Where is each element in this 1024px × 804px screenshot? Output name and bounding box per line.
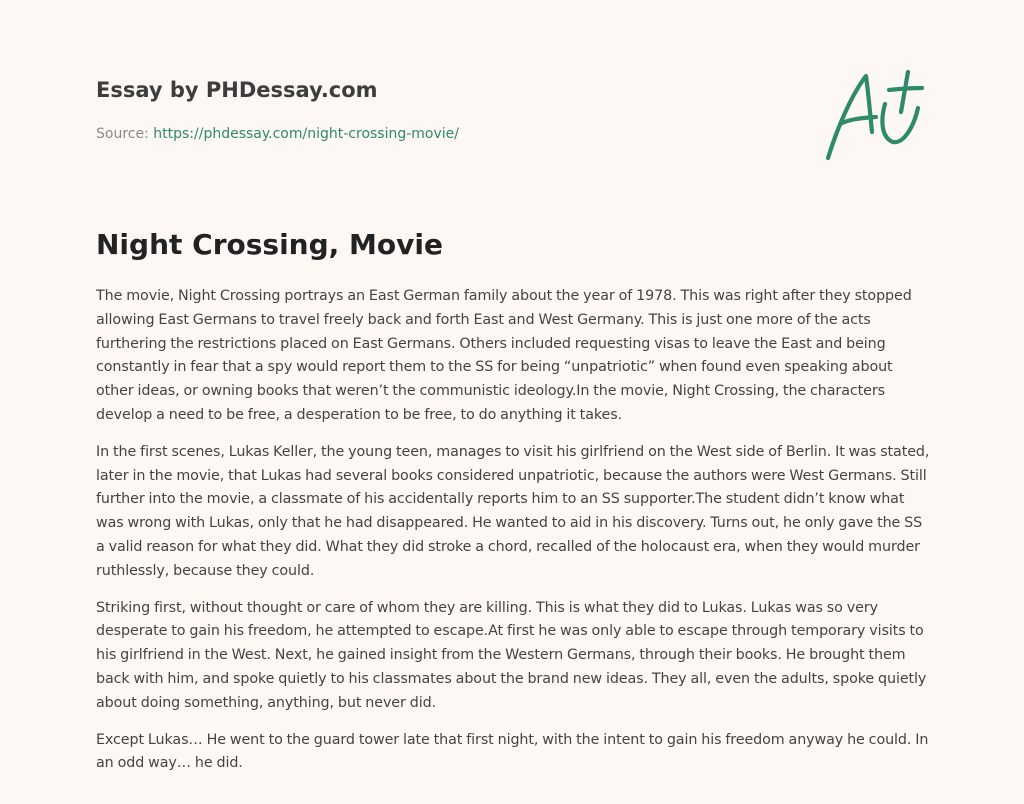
source-label: Source: <box>96 126 149 142</box>
essay-title: Night Crossing, Movie <box>96 228 443 261</box>
a-plus-grade-logo-icon <box>818 64 930 164</box>
essay-paragraph: The movie, Night Crossing portrays an East German family about the year of 1978. This was right after they stopped allowing East Germans to travel freely back and forth East and West Germany. This is just one more of the acts furthering the restrictions placed on East Germans. Others included requesting visas to leave the East and being constantly in fear that a spy would report them to the SS for being “unpatriotic” when found even speaking about other ideas, or owning books that weren’t the communistic ideology.In the movie, Night Crossing, the characters develop a need to be free, a desperation to be free, to do anything it takes. <box>96 288 912 423</box>
source-link[interactable]: https://phdessay.com/night-crossing-movie/ <box>153 126 460 142</box>
essay-body <box>96 285 930 789</box>
essay-paragraph: In the first scenes, Lukas Keller, the young teen, manages to visit his girlfriend on the West side of Berlin. It was stated, later in the movie, that Lukas had several books considered unpatriotic, because the authors were West Germans. Still further into the movie, a classmate of his accidentally reports him to an SS supporter.The student didn’t know what was wrong with Lukas, only that he had disappeared. He wanted to aid in his discovery. Turns out, he only gave the SS a valid reason for what they did. What they did stroke a chord, recalled of the holocaust era, when they would murder ruthlessly, because they could. <box>96 443 930 579</box>
source-line <box>96 124 459 144</box>
header <box>96 76 796 142</box>
essay-paragraph: Except Lukas… He went to the guard tower late that first night, with the intent to gain his freedom anyway he could. In an odd way… he did. <box>96 731 929 772</box>
essay-paragraph: Striking first, without thought or care of whom they are killing. This is what they did to Lukas. Lukas was so very desperate to gain his freedom, he attempted to escape.At first he was only able to escape through temporary visits to his girlfriend in the West. Next, he gained insight from the Western Germans, through their books. He brought them back with him, and spoke quietly to his classmates about the brand new ideas. They all, even the adults, spoke quietly about doing something, anything, but never did. <box>96 599 927 711</box>
brand-title: Essay by PHDessay.com <box>96 78 378 102</box>
